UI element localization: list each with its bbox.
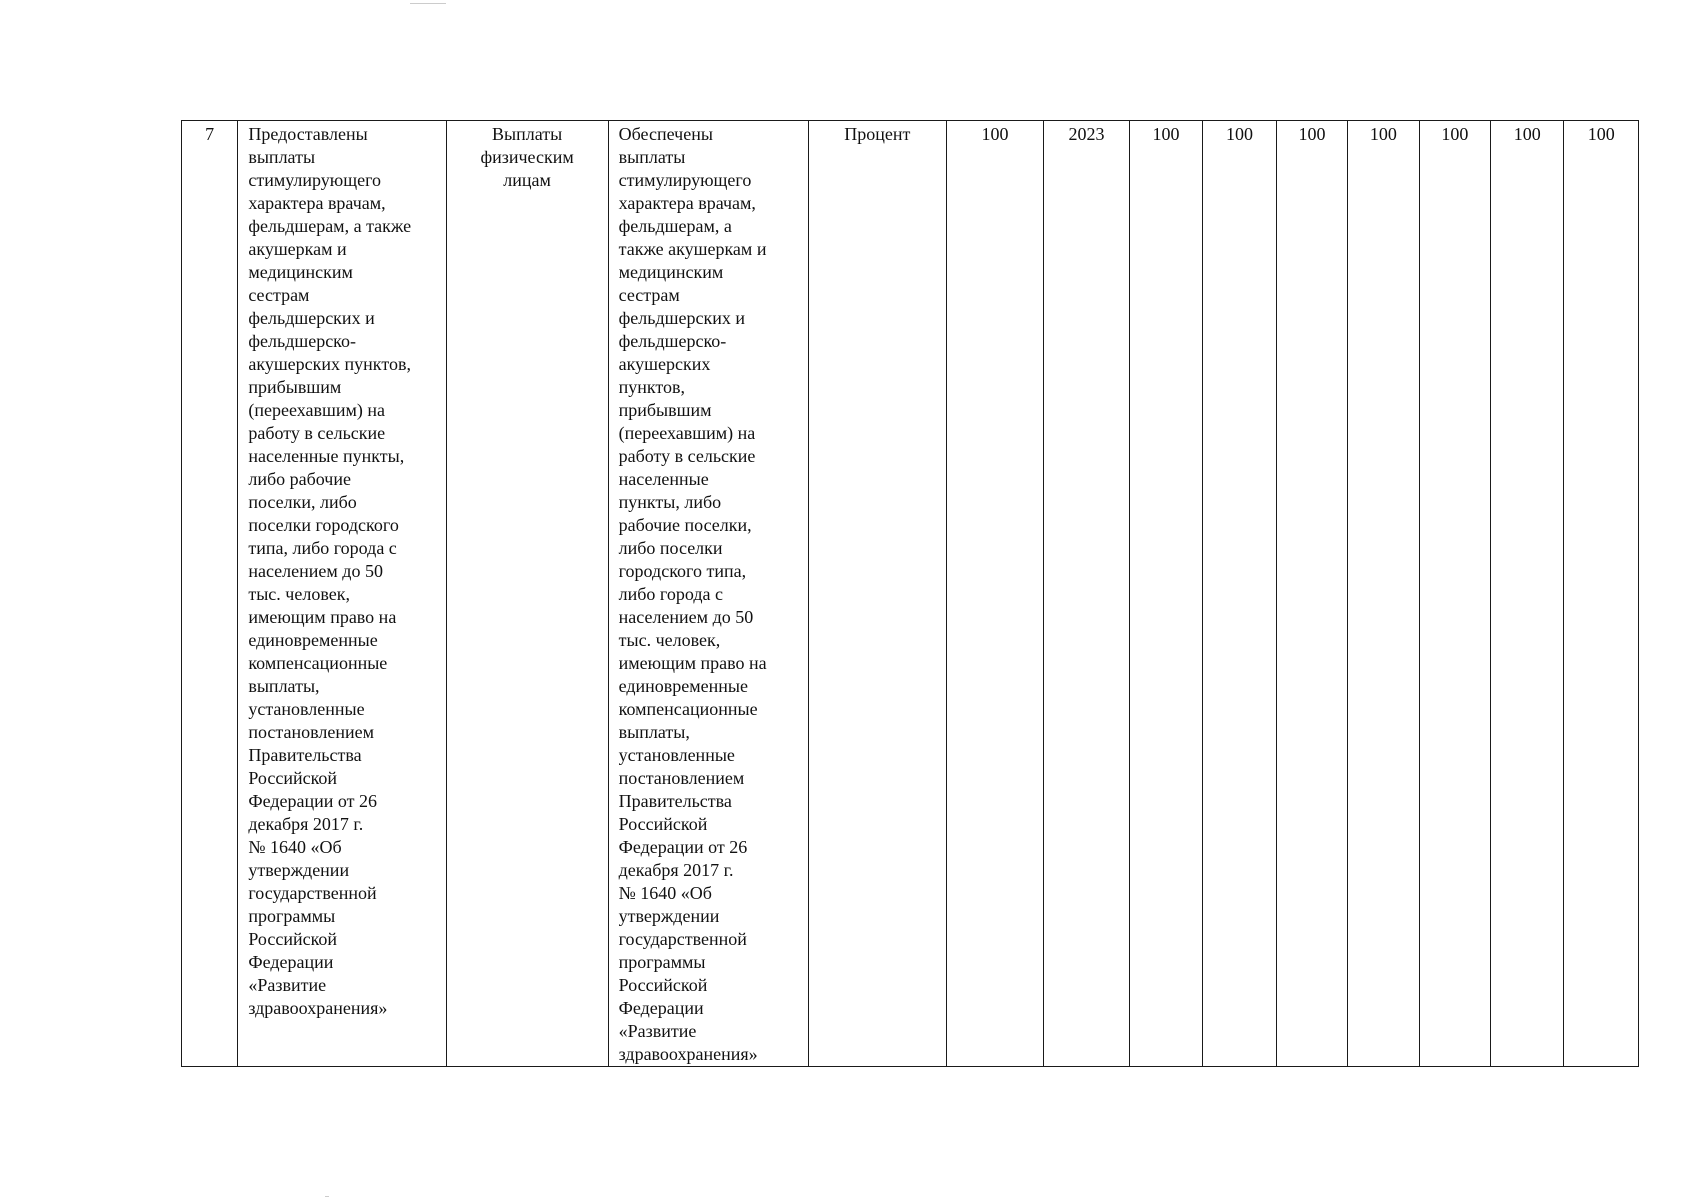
result-cell bbox=[238, 121, 446, 1067]
type-cell bbox=[446, 121, 608, 1067]
row-number-cell bbox=[182, 121, 238, 1067]
base-value: 100 bbox=[981, 124, 1009, 144]
row-number: 7 bbox=[205, 124, 215, 144]
unit-cell bbox=[808, 121, 946, 1067]
base-year: 2023 bbox=[1068, 124, 1105, 144]
scan-artifact bbox=[325, 1196, 329, 1197]
year-value-cell bbox=[1419, 121, 1490, 1067]
year-value-cell bbox=[1203, 121, 1276, 1067]
base-year-cell bbox=[1044, 121, 1130, 1067]
table-row bbox=[182, 121, 1639, 1067]
year-value: 100 bbox=[1587, 124, 1615, 144]
year-value: 100 bbox=[1298, 124, 1326, 144]
base-value-cell bbox=[946, 121, 1044, 1067]
characteristic-text: Обеспечены выплаты стимулирующего характера врачам, фельдшерам, а также акушеркам и медицинским сестрам фельдшерских и фельдшерско- акушерских пунктов, прибывшим (переехавшим) на работу в сельские населенные пункты, либо рабочие поселки, либо поселки городского типа, либо города с населением до 50 тыс. человек, имеющим право на единовременные компенсационные выплаты, установленные постановлением Правительства Российской Федерации от 26 декабря 2017 г. № 1640 «Об утверждении государственной программы Российской Федерации «Развитие здравоохранения» bbox=[618, 124, 767, 1064]
year-value: 100 bbox=[1152, 124, 1180, 144]
type-text: Выплаты физическим лицам bbox=[480, 124, 574, 190]
characteristic-cell bbox=[608, 121, 808, 1067]
year-value: 100 bbox=[1225, 124, 1253, 144]
year-value-cell bbox=[1129, 121, 1202, 1067]
year-value-cell bbox=[1564, 121, 1639, 1067]
result-text: Предоставлены выплаты стимулирующего характера врачам, фельдшерам, а также акушеркам и медицинским сестрам фельдшерских и фельдшерско- акушерских пунктов, прибывшим (переехавшим) на работу в сельские населенные пункты, либо рабочие поселки, либо поселки городского типа, либо города с населением до 50 тыс. человек, имеющим право на единовременные компенсационные выплаты, установленные постановлением Правительства Российской Федерации от 26 декабря 2017 г. № 1640 «Об утверждении государственной программы Российской Федерации «Развитие здравоохранения» bbox=[248, 124, 412, 1018]
year-value: 100 bbox=[1369, 124, 1397, 144]
year-value-cell bbox=[1276, 121, 1347, 1067]
year-value-cell bbox=[1491, 121, 1564, 1067]
year-value-cell bbox=[1348, 121, 1419, 1067]
scan-artifact bbox=[410, 3, 446, 4]
year-value: 100 bbox=[1513, 124, 1541, 144]
unit-text: Процент bbox=[844, 124, 911, 144]
year-value: 100 bbox=[1441, 124, 1469, 144]
indicator-table bbox=[181, 120, 1639, 1067]
